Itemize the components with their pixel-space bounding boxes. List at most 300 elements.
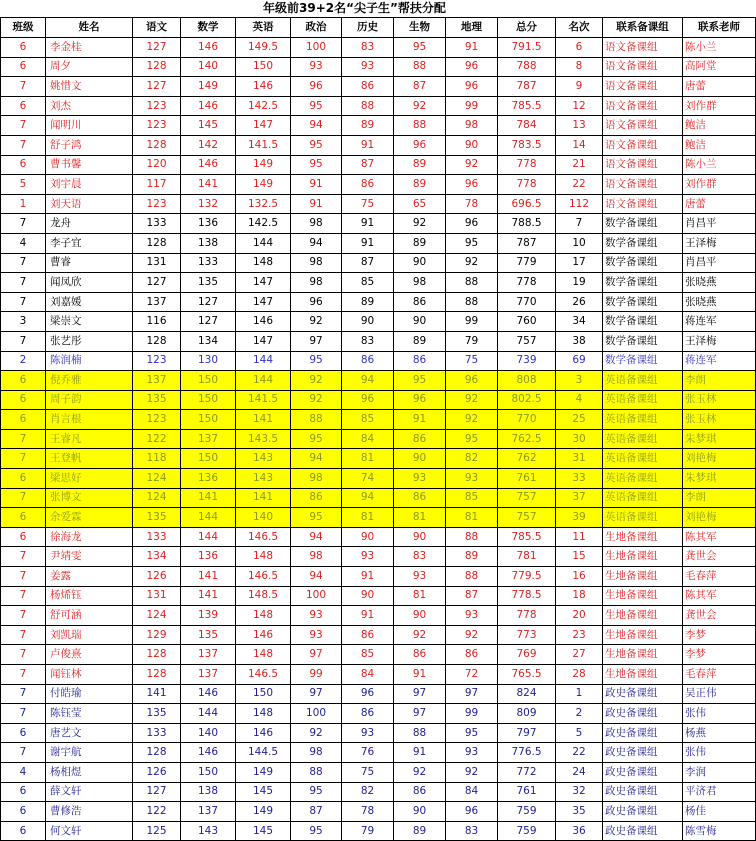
cell-class: 7 [1,645,46,665]
cell-history: 96 [342,684,394,704]
cell-politics: 97 [291,331,342,351]
cell-class: 6 [1,38,46,58]
header-total: 总分 [498,18,556,38]
cell-english: 144.5 [236,743,291,763]
cell-rank: 15 [556,547,603,567]
cell-class: 7 [1,331,46,351]
cell-name: 杨烯钰 [46,586,133,606]
cell-politics: 86 [291,488,342,508]
cell-english: 145 [236,821,291,841]
cell-history: 91 [342,135,394,155]
cell-history: 85 [342,273,394,293]
cell-name: 谢宇航 [46,743,133,763]
cell-biology: 86 [394,488,446,508]
cell-rank: 3 [556,371,603,391]
cell-name: 薛文轩 [46,782,133,802]
cell-chinese: 128 [133,57,181,77]
cell-english: 143 [236,449,291,469]
cell-english: 141 [236,410,291,430]
cell-english: 144 [236,371,291,391]
cell-history: 83 [342,38,394,58]
cell-name: 姜露 [46,567,133,587]
cell-name: 王睿凡 [46,429,133,449]
cell-name: 姚惜文 [46,77,133,97]
cell-chinese: 126 [133,762,181,782]
cell-total: 808 [498,371,556,391]
cell-group: 生地备课组 [603,606,683,626]
cell-chinese: 128 [133,331,181,351]
cell-geography: 78 [446,194,498,214]
table-row [1,292,756,312]
table-row [1,645,756,665]
cell-rank: 10 [556,233,603,253]
cell-class: 6 [1,96,46,116]
cell-history: 82 [342,782,394,802]
table-row [1,469,756,489]
cell-biology: 92 [394,96,446,116]
cell-chinese: 116 [133,312,181,332]
cell-name: 尹靖雯 [46,547,133,567]
cell-teacher: 高阿堂 [683,57,756,77]
cell-chinese: 135 [133,390,181,410]
cell-politics: 91 [291,175,342,195]
cell-geography: 93 [446,469,498,489]
cell-class: 4 [1,233,46,253]
cell-group: 数学备课组 [603,292,683,312]
cell-politics: 87 [291,802,342,822]
cell-history: 86 [342,625,394,645]
cell-math: 143 [181,821,236,841]
cell-english: 140 [236,508,291,528]
cell-history: 88 [342,96,394,116]
cell-chinese: 137 [133,292,181,312]
cell-english: 147 [236,292,291,312]
cell-chinese: 123 [133,410,181,430]
cell-chinese: 131 [133,253,181,273]
cell-teacher: 陈其军 [683,586,756,606]
cell-math: 144 [181,527,236,547]
cell-teacher: 陈小兰 [683,155,756,175]
cell-english: 149 [236,802,291,822]
cell-math: 150 [181,390,236,410]
cell-rank: 13 [556,116,603,136]
cell-total: 824 [498,684,556,704]
cell-history: 86 [342,175,394,195]
cell-class: 6 [1,390,46,410]
cell-teacher: 龚世会 [683,606,756,626]
cell-politics: 98 [291,469,342,489]
cell-history: 93 [342,57,394,77]
cell-total: 760 [498,312,556,332]
cell-total: 785.5 [498,96,556,116]
cell-math: 133 [181,253,236,273]
cell-math: 136 [181,469,236,489]
table-row [1,371,756,391]
cell-geography: 88 [446,273,498,293]
cell-chinese: 134 [133,547,181,567]
cell-total: 757 [498,508,556,528]
cell-math: 137 [181,665,236,685]
cell-geography: 96 [446,175,498,195]
cell-biology: 98 [394,273,446,293]
cell-teacher: 张玉林 [683,390,756,410]
cell-group: 政史备课组 [603,821,683,841]
cell-total: 761 [498,782,556,802]
cell-history: 81 [342,508,394,528]
cell-english: 146 [236,312,291,332]
cell-biology: 92 [394,214,446,234]
cell-chinese: 124 [133,606,181,626]
cell-name: 曹书馨 [46,155,133,175]
cell-total: 778 [498,273,556,293]
cell-history: 90 [342,527,394,547]
cell-group: 数学备课组 [603,312,683,332]
cell-math: 145 [181,116,236,136]
cell-class: 6 [1,821,46,841]
cell-geography: 75 [446,351,498,371]
header-teacher: 联系老师 [683,18,756,38]
cell-name: 周夕 [46,57,133,77]
cell-politics: 95 [291,135,342,155]
cell-english: 148.5 [236,586,291,606]
cell-english: 149 [236,175,291,195]
cell-group: 英语备课组 [603,508,683,528]
cell-biology: 90 [394,527,446,547]
cell-politics: 94 [291,527,342,547]
cell-math: 135 [181,273,236,293]
cell-biology: 65 [394,194,446,214]
cell-total: 784 [498,116,556,136]
cell-name: 闻明川 [46,116,133,136]
cell-teacher: 王泽梅 [683,331,756,351]
cell-geography: 92 [446,410,498,430]
cell-rank: 69 [556,351,603,371]
cell-teacher: 陈雪梅 [683,821,756,841]
cell-politics: 99 [291,665,342,685]
cell-geography: 88 [446,567,498,587]
cell-biology: 89 [394,155,446,175]
cell-math: 142 [181,135,236,155]
table-row [1,449,756,469]
cell-politics: 95 [291,155,342,175]
cell-class: 7 [1,665,46,685]
cell-group: 语文备课组 [603,194,683,214]
cell-total: 769 [498,645,556,665]
cell-history: 91 [342,214,394,234]
cell-geography: 99 [446,312,498,332]
cell-chinese: 128 [133,233,181,253]
header-history: 历史 [342,18,394,38]
table-row [1,586,756,606]
cell-math: 141 [181,586,236,606]
cell-rank: 37 [556,488,603,508]
cell-name: 余爱霖 [46,508,133,528]
cell-class: 6 [1,469,46,489]
cell-history: 84 [342,665,394,685]
cell-geography: 92 [446,155,498,175]
cell-teacher: 张晓燕 [683,292,756,312]
cell-total: 778 [498,606,556,626]
cell-class: 7 [1,135,46,155]
header-name: 姓名 [46,18,133,38]
cell-english: 146.5 [236,527,291,547]
cell-name: 闻凤欣 [46,273,133,293]
cell-chinese: 133 [133,214,181,234]
cell-biology: 88 [394,57,446,77]
cell-name: 李子宜 [46,233,133,253]
cell-geography: 99 [446,704,498,724]
cell-history: 90 [342,586,394,606]
cell-biology: 89 [394,233,446,253]
cell-chinese: 128 [133,135,181,155]
cell-rank: 32 [556,782,603,802]
cell-name: 陈润楠 [46,351,133,371]
cell-class: 6 [1,723,46,743]
cell-teacher: 肖昌平 [683,214,756,234]
cell-rank: 1 [556,684,603,704]
cell-name: 刘天语 [46,194,133,214]
cell-biology: 90 [394,606,446,626]
cell-teacher: 鲍洁 [683,116,756,136]
cell-geography: 99 [446,96,498,116]
cell-chinese: 133 [133,723,181,743]
cell-geography: 91 [446,38,498,58]
cell-rank: 35 [556,802,603,822]
cell-rank: 26 [556,292,603,312]
cell-geography: 90 [446,135,498,155]
cell-chinese: 122 [133,802,181,822]
cell-math: 146 [181,38,236,58]
table-row [1,625,756,645]
cell-teacher: 肖昌平 [683,253,756,273]
cell-class: 6 [1,782,46,802]
cell-class: 7 [1,449,46,469]
cell-chinese: 135 [133,508,181,528]
cell-rank: 16 [556,567,603,587]
table-row [1,194,756,214]
cell-group: 政史备课组 [603,684,683,704]
cell-politics: 93 [291,625,342,645]
cell-history: 87 [342,253,394,273]
cell-rank: 11 [556,527,603,547]
cell-math: 150 [181,762,236,782]
cell-biology: 81 [394,508,446,528]
cell-chinese: 122 [133,429,181,449]
table-row [1,547,756,567]
cell-biology: 86 [394,782,446,802]
cell-politics: 88 [291,410,342,430]
table-row [1,743,756,763]
cell-group: 生地备课组 [603,586,683,606]
cell-geography: 85 [446,488,498,508]
table-row [1,233,756,253]
cell-teacher: 蒋连军 [683,351,756,371]
cell-math: 149 [181,77,236,97]
cell-math: 132 [181,194,236,214]
cell-history: 86 [342,704,394,724]
cell-total: 762 [498,449,556,469]
cell-class: 7 [1,292,46,312]
cell-teacher: 陈其军 [683,527,756,547]
cell-math: 137 [181,802,236,822]
table-row [1,77,756,97]
cell-group: 英语备课组 [603,488,683,508]
cell-group: 语文备课组 [603,57,683,77]
cell-math: 146 [181,743,236,763]
cell-history: 81 [342,449,394,469]
cell-math: 127 [181,292,236,312]
cell-history: 84 [342,429,394,449]
cell-math: 146 [181,684,236,704]
cell-group: 数学备课组 [603,351,683,371]
cell-name: 刘杰 [46,96,133,116]
cell-total: 778 [498,155,556,175]
cell-math: 138 [181,233,236,253]
cell-history: 86 [342,77,394,97]
cell-rank: 34 [556,312,603,332]
cell-class: 7 [1,253,46,273]
cell-teacher: 毛春萍 [683,665,756,685]
table-row [1,429,756,449]
table-row [1,567,756,587]
cell-politics: 98 [291,214,342,234]
cell-total: 809 [498,704,556,724]
cell-history: 93 [342,547,394,567]
cell-rank: 17 [556,253,603,273]
cell-politics: 94 [291,116,342,136]
cell-english: 142.5 [236,214,291,234]
cell-geography: 97 [446,684,498,704]
table-row [1,723,756,743]
cell-geography: 96 [446,57,498,77]
cell-english: 141.5 [236,390,291,410]
cell-history: 85 [342,645,394,665]
cell-teacher: 李梦 [683,625,756,645]
cell-geography: 84 [446,782,498,802]
cell-rank: 39 [556,508,603,528]
cell-chinese: 120 [133,155,181,175]
cell-biology: 89 [394,331,446,351]
table-row [1,802,756,822]
cell-math: 150 [181,449,236,469]
cell-name: 曹修浩 [46,802,133,822]
cell-group: 政史备课组 [603,743,683,763]
cell-rank: 7 [556,214,603,234]
cell-biology: 89 [394,175,446,195]
cell-name: 龙舟 [46,214,133,234]
cell-teacher: 平济君 [683,782,756,802]
cell-politics: 97 [291,645,342,665]
cell-group: 生地备课组 [603,645,683,665]
cell-math: 139 [181,606,236,626]
table-row [1,135,756,155]
cell-english: 147 [236,273,291,293]
cell-english: 148 [236,253,291,273]
cell-politics: 100 [291,586,342,606]
cell-group: 数学备课组 [603,273,683,293]
cell-geography: 92 [446,762,498,782]
cell-rank: 23 [556,625,603,645]
cell-math: 138 [181,782,236,802]
header-chinese: 语文 [133,18,181,38]
table-row [1,821,756,841]
cell-group: 政史备课组 [603,762,683,782]
cell-math: 144 [181,508,236,528]
cell-biology: 91 [394,410,446,430]
cell-geography: 88 [446,527,498,547]
cell-math: 136 [181,214,236,234]
cell-geography: 95 [446,723,498,743]
table-row [1,57,756,77]
cell-rank: 24 [556,762,603,782]
table-row [1,782,756,802]
cell-teacher: 毛春萍 [683,567,756,587]
cell-teacher: 杨佳 [683,802,756,822]
cell-english: 147 [236,116,291,136]
cell-total: 696.5 [498,194,556,214]
cell-teacher: 朱梦琪 [683,469,756,489]
cell-group: 数学备课组 [603,253,683,273]
cell-biology: 89 [394,821,446,841]
cell-rank: 27 [556,645,603,665]
cell-biology: 96 [394,390,446,410]
cell-biology: 86 [394,292,446,312]
cell-history: 91 [342,606,394,626]
cell-total: 787 [498,233,556,253]
table-row [1,410,756,430]
cell-total: 797 [498,723,556,743]
cell-total: 785.5 [498,527,556,547]
cell-total: 757 [498,488,556,508]
cell-history: 85 [342,410,394,430]
cell-name: 杨相煜 [46,762,133,782]
table-row [1,214,756,234]
cell-chinese: 141 [133,684,181,704]
cell-total: 783.5 [498,135,556,155]
table-row [1,96,756,116]
cell-geography: 96 [446,214,498,234]
cell-biology: 86 [394,645,446,665]
cell-geography: 83 [446,821,498,841]
cell-politics: 98 [291,273,342,293]
cell-chinese: 118 [133,449,181,469]
cell-teacher: 朱梦琪 [683,429,756,449]
cell-politics: 92 [291,723,342,743]
cell-rank: 21 [556,155,603,175]
cell-chinese: 127 [133,38,181,58]
cell-total: 770 [498,410,556,430]
cell-politics: 94 [291,233,342,253]
table-row [1,606,756,626]
cell-biology: 88 [394,116,446,136]
cell-total: 791.5 [498,38,556,58]
cell-name: 刘宇晨 [46,175,133,195]
cell-teacher: 陈小兰 [683,38,756,58]
cell-teacher: 刘作群 [683,175,756,195]
cell-geography: 92 [446,625,498,645]
cell-rank: 8 [556,57,603,77]
cell-biology: 90 [394,312,446,332]
header-politics: 政治 [291,18,342,38]
cell-history: 75 [342,762,394,782]
header-geography: 地理 [446,18,498,38]
cell-biology: 83 [394,547,446,567]
cell-rank: 6 [556,38,603,58]
cell-teacher: 刘艳梅 [683,449,756,469]
cell-politics: 92 [291,312,342,332]
cell-total: 772 [498,762,556,782]
cell-class: 6 [1,410,46,430]
